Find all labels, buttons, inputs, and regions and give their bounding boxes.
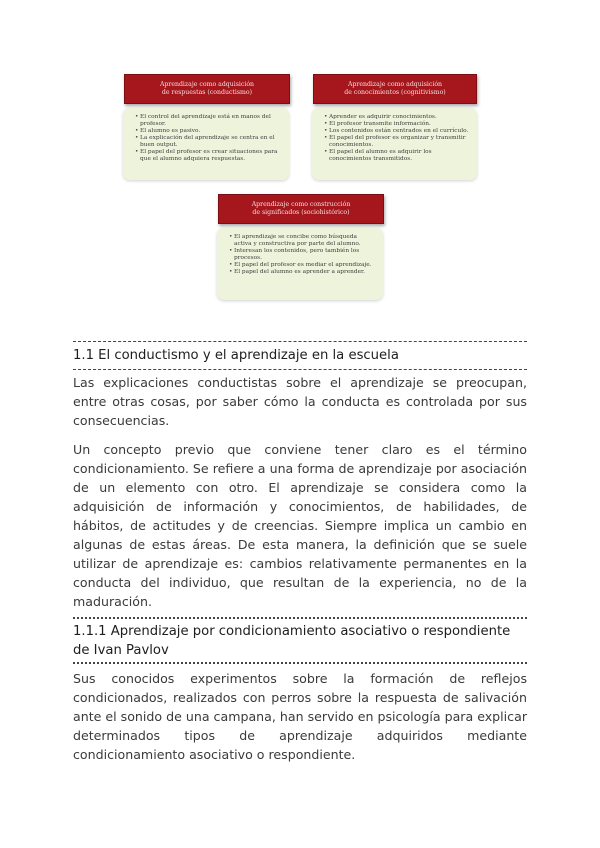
card-item: • El papel del profesor es crear situaciones para que el alumno adquiera respuestas. (135, 149, 281, 163)
card-item: • El papel del profesor es mediar el aprendizaje. (229, 262, 375, 269)
card-item: • El aprendizaje se concibe como búsqueda activa y constructiva por parte del alumno. (229, 234, 375, 248)
card-item: • El papel del profesor es organizar y transmitir conocimientos. (324, 135, 469, 149)
card-sociohistorico-title (218, 194, 384, 224)
paragraph: Un concepto previo que conviene tener claro es el término condicionamiento. Se refiere a una forma de aprendizaje por asociación de un elemento con otro. El aprendizaje se considera como la adquisición de información y conocimientos, de habilidades, de hábitos, de actitudes y de creencias. Siempre implica un cambio en algunas de estas áreas. De esta manera, la definición que se suele utilizar de aprendizaje es: cambios relativamente permanentes en la conducta del individuo, que resultan de la experiencia, no de la maduración. (73, 442, 527, 609)
card-item: • El alumno es pasivo. (135, 128, 281, 135)
paragraph: Sus conocidos experimentos sobre la formación de reflejos condicionados, realizados con perros sobre la respuesta de salivación ante el sonido de una campana, han servido en psicología para explicar determinados tipos de aprendizaje adquiridos mediante condicionamiento asociativo o respondiente. (73, 671, 527, 762)
card-item: • Aprender es adquirir conocimientos. (324, 114, 469, 121)
section-divider (73, 369, 527, 370)
card-cognitivismo-title (313, 74, 477, 104)
paragraph: Las explicaciones conductistas sobre el aprendizaje se preocupan, entre otras cosas, por saber cómo la conducta es controlada por sus consecuencias. (73, 375, 527, 428)
card-sociohistorico-body (217, 228, 383, 300)
card-title-line: Aprendizaje como adquisición (159, 81, 255, 88)
card-conductismo-title (124, 74, 290, 104)
card-title-line: Aprendizaje como adquisición (347, 81, 443, 88)
card-item: • Los contenidos están centrados en el currículo. (324, 128, 469, 135)
section-heading-1-1-1: 1.1.1 Aprendizaje por condicionamiento asociativo o respondiente de Ivan Pavlov (73, 624, 511, 658)
card-title-line: de conocimientos (cognitivismo) (344, 89, 446, 96)
card-title-line: de significados (sociohistórico) (252, 209, 350, 216)
section-divider (73, 617, 527, 619)
card-item: • La explicación del aprendizaje se centra en el buen output. (135, 135, 281, 149)
section-heading-1-1: 1.1 El conductismo y el aprendizaje en la escuela (73, 348, 399, 363)
card-title-line: Aprendizaje como construcción (251, 201, 351, 208)
card-item: • El control del aprendizaje está en manos del profesor. (135, 114, 281, 128)
card-cognitivismo-body (312, 108, 477, 180)
card-conductismo-body (123, 108, 289, 180)
card-item: • Interesan los contenidos, pero también los procesos. (229, 248, 375, 262)
card-item: • El papel del alumno es adquirir los conocimientos transmitidos. (324, 149, 469, 163)
section-divider (73, 662, 527, 664)
card-item: • El profesor transmite información. (324, 121, 469, 128)
section-divider (73, 341, 527, 342)
card-item: • El papel del alumno es aprender a aprender. (229, 269, 375, 276)
card-title-line: de respuestas (conductismo) (161, 89, 253, 96)
